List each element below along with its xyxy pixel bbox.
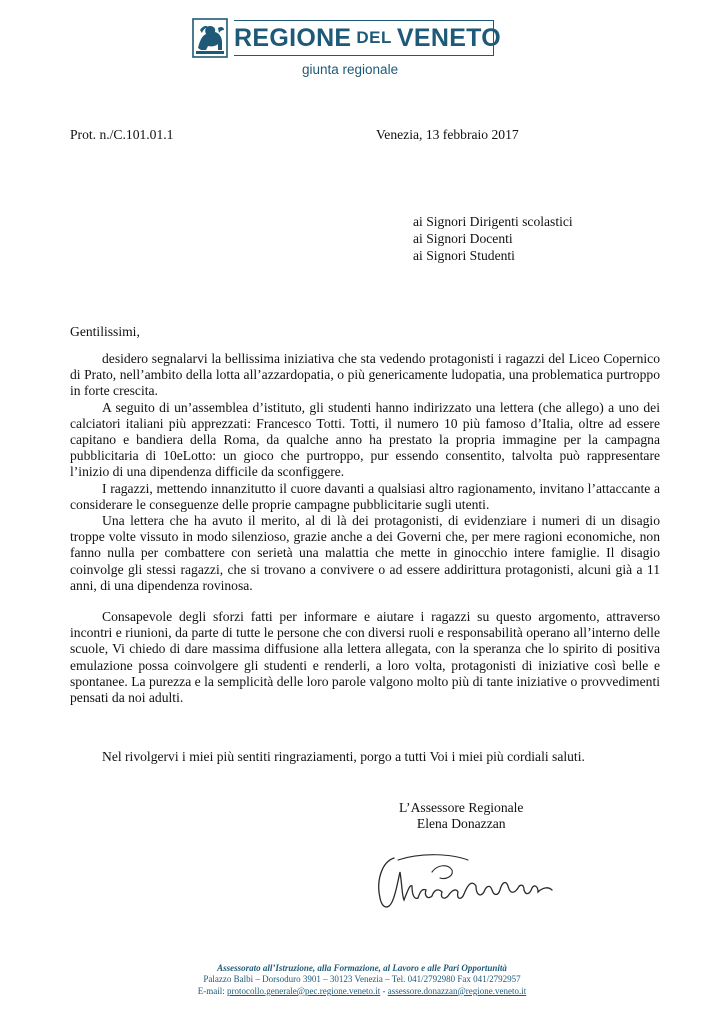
logo-subtitle: giunta regionale xyxy=(302,62,399,77)
lion-of-st-mark-logo-icon xyxy=(192,18,228,58)
footer-address: Palazzo Balbi – Dorsoduro 3901 – 30123 Venezia – Tel. 041/2792980 Fax 041/2792957 xyxy=(203,974,521,985)
logo-title-veneto: VENETO xyxy=(396,23,502,52)
signer-title: L’Assessore Regionale xyxy=(399,800,524,815)
body-paragraph: Consapevole degli sforzi fatti per informare e aiutare i ragazzi su questo argomento, attraverso incontri e riunioni, da parte di tutte le persone che con diversi ruoli e responsabilità operano all’interno delle scuole, Vi chiedo di dare massima diffusione alla lettera allegata, con la speranza che lo spirito di positiva emulazione possa coinvolgere gli studenti e renderli, a loro volta, protagonisti di iniziative così belle e spontanee. La purezza e la semplicità delle loro parole valgono molto più di tante iniziative o provvedimenti pensati da noi adulti. xyxy=(70,609,660,706)
footer-department: Assessorato all’Istruzione, alla Formazione, al Lavoro e alle Pari Opportunità xyxy=(217,963,507,973)
body-paragraph: A seguito di un’assemblea d’istituto, gli studenti hanno indirizzato una lettera (che allego) a uno dei calciatori italiani più apprezzati: Francesco Totti. Totti, il numero 10 più famoso d’Italia, oltre ad essere capitano e bandiera della Roma, da qualche anno ha prestato la propria immagine per la campagna pubblicitaria di 10eLotto: un gioco che purtroppo, pur essendo consentito, talvolta può rappresentare l’inizio di una dipendenza difficile da sconfiggere. xyxy=(70,399,660,480)
signer-block xyxy=(399,800,523,832)
footer-email-line xyxy=(0,986,724,997)
logo-underline xyxy=(234,55,494,56)
logo-border-top xyxy=(234,20,494,21)
logo-title-regione: REGIONE xyxy=(234,23,352,52)
signer-name: Elena Donazzan xyxy=(416,816,506,832)
logo-title xyxy=(234,22,501,54)
footer-email-separator: - xyxy=(380,985,388,996)
closing-line: Nel rivolgervi i miei più sentiti ringraziamenti, porgo a tutti Voi i miei più cordiali saluti. xyxy=(102,749,585,764)
assessore-email-link[interactable]: assessore.donazzan@regione.veneto.it xyxy=(387,985,527,996)
protocol-number: Prot. n./C.101.01.1 xyxy=(70,127,174,142)
footer-email-label: E-mail: xyxy=(197,985,227,996)
body-paragraph: I ragazzi, mettendo innanzitutto il cuore davanti a qualsiasi altro ragionamento, invitano l’attaccante a considerare le conseguenze delle proprie campagne pubblicitarie sugli utenti. xyxy=(70,480,660,512)
footer xyxy=(0,963,724,997)
recipients-block xyxy=(413,213,573,264)
pec-email-link[interactable]: protocollo.generale@pec.regione.veneto.it xyxy=(227,985,381,996)
logo-title-del: DEL xyxy=(356,28,392,47)
greeting: Gentilissimi, xyxy=(70,324,140,339)
letter-body xyxy=(70,351,660,706)
body-paragraph: desidero segnalarvi la bellissima iniziativa che sta vedendo protagonisti i ragazzi del Liceo Copernico di Prato, nell’ambito della lotta all’azzardopatia, o più genericamente ludopatia, una problematica purtroppo in forte crescita. xyxy=(70,351,660,399)
recipient-line: ai Signori Dirigenti scolastici xyxy=(413,214,573,229)
recipient-line: ai Signori Docenti xyxy=(413,231,513,246)
place-and-date: Venezia, 13 febbraio 2017 xyxy=(376,127,519,142)
body-paragraph: Una lettera che ha avuto il merito, al di là dei protagonisti, di evidenziare i numeri di un disagio troppe volte vissuto in modo silenzioso, grazie anche a dei Governi che, per mere ragioni economiche, non fanno nulla per combattere con serietà una malattia che mette in ginocchio intere famiglie. Il disagio coinvolge gli stessi ragazzi, che si trovano a convivere o ad essere addirittura protagonisti, alcuni già a 11 anni, di una dipendenza rovinosa. xyxy=(70,513,660,593)
handwritten-signature xyxy=(372,850,572,920)
recipient-line: ai Signori Studenti xyxy=(413,248,515,263)
